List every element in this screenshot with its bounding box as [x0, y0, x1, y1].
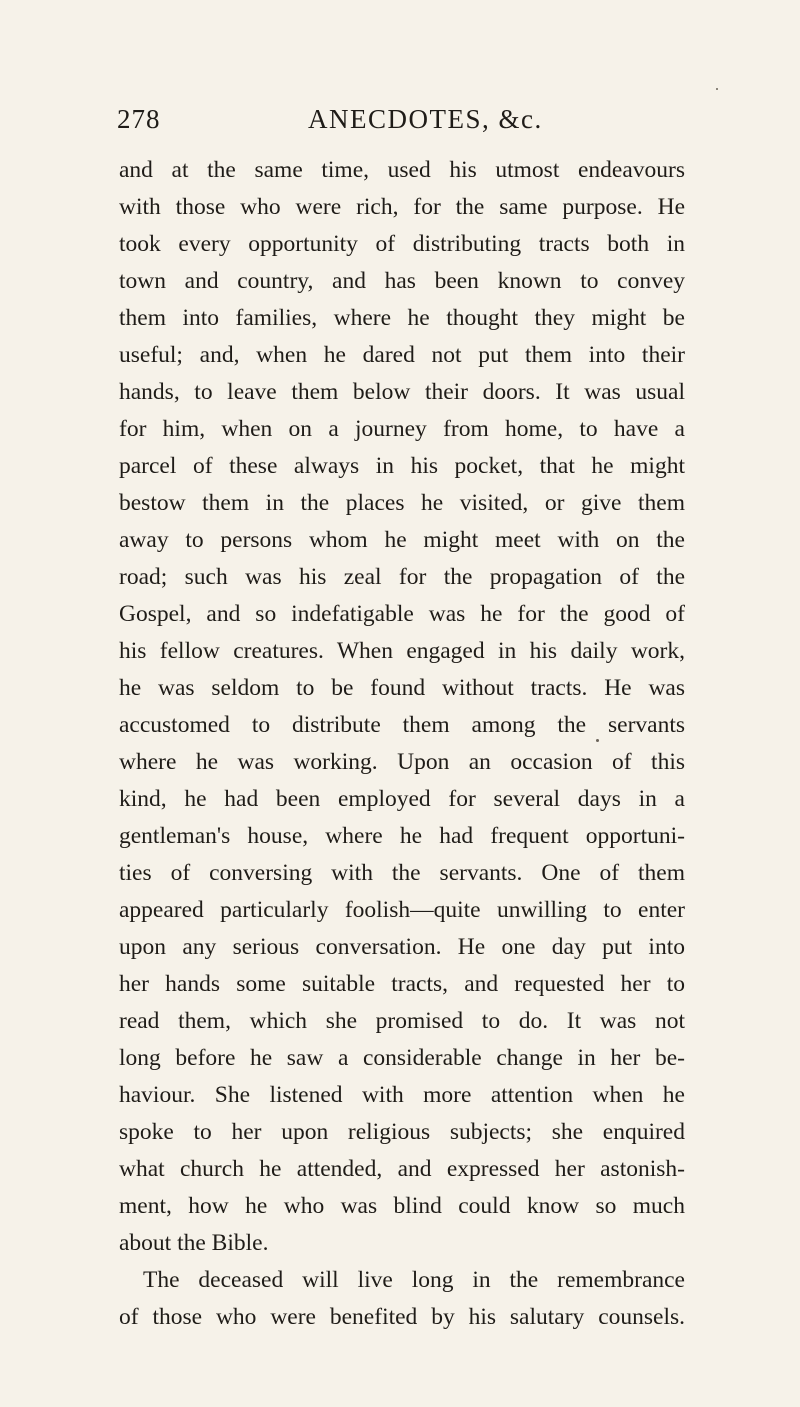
text-line: and at the same time, used his utmost endeavours — [119, 157, 685, 183]
page-number: 278 — [117, 104, 161, 134]
text-line: haviour. She listened with more attention when he — [119, 1082, 685, 1108]
text-line: what church he attended, and expressed her astonish- — [119, 1156, 685, 1182]
paragraph-start-line: The deceased will live long in the remembrance — [143, 1267, 685, 1293]
text-line: away to persons whom he might meet with on the — [119, 527, 685, 553]
text-line: ment, how he who was blind could know so much — [119, 1193, 685, 1219]
text-line: he was seldom to be found without tracts. He was — [119, 675, 685, 701]
text-line: Gospel, and so indefatigable was he for the good of — [119, 601, 685, 627]
text-line: with those who were rich, for the same purpose. He — [119, 194, 685, 220]
text-line: gentleman's house, where he had frequent opportuni- — [119, 823, 685, 849]
text-line: hands, to leave them below their doors. It was usual — [119, 379, 685, 405]
text-line: took every opportunity of distributing tracts both in — [119, 231, 685, 257]
text-line: useful; and, when he dared not put them into their — [119, 342, 685, 368]
text-line: read them, which she promised to do. It was not — [119, 1008, 685, 1034]
text-line: for him, when on a journey from home, to have a — [119, 416, 685, 442]
text-line: of those who were benefited by his salutary counsels. — [119, 1304, 685, 1330]
text-line: ties of conversing with the servants. One of them — [119, 860, 685, 886]
text-line: where he was working. Upon an occasion of this — [119, 749, 685, 775]
text-line: her hands some suitable tracts, and requested her to — [119, 971, 685, 997]
text-line: bestow them in the places he visited, or give them — [119, 490, 685, 516]
text-line: kind, he had been employed for several days in a — [119, 786, 685, 812]
text-line: town and country, and has been known to convey — [119, 268, 685, 294]
running-head: ANECDOTES, &c. — [308, 104, 543, 134]
text-line: long before he saw a considerable change in her be- — [119, 1045, 685, 1071]
text-line: his fellow creatures. When engaged in his daily work, — [119, 638, 685, 664]
paper-speck — [716, 88, 718, 90]
text-line: appeared particularly foolish—quite unwilling to enter — [119, 897, 685, 923]
text-line: parcel of these always in his pocket, that he might — [119, 453, 685, 479]
page-header — [0, 104, 800, 148]
text-line: them into families, where he thought they might be — [119, 305, 685, 331]
paper-speck — [596, 739, 599, 742]
paragraph-end-line: about the Bible. — [119, 1230, 269, 1256]
text-line: spoke to her upon religious subjects; she enquired — [119, 1119, 685, 1145]
body-text — [119, 152, 685, 1336]
text-line: road; such was his zeal for the propagation of the — [119, 564, 685, 590]
text-line: accustomed to distribute them among the servants — [119, 712, 685, 738]
text-line: upon any serious conversation. He one day put into — [119, 934, 685, 960]
